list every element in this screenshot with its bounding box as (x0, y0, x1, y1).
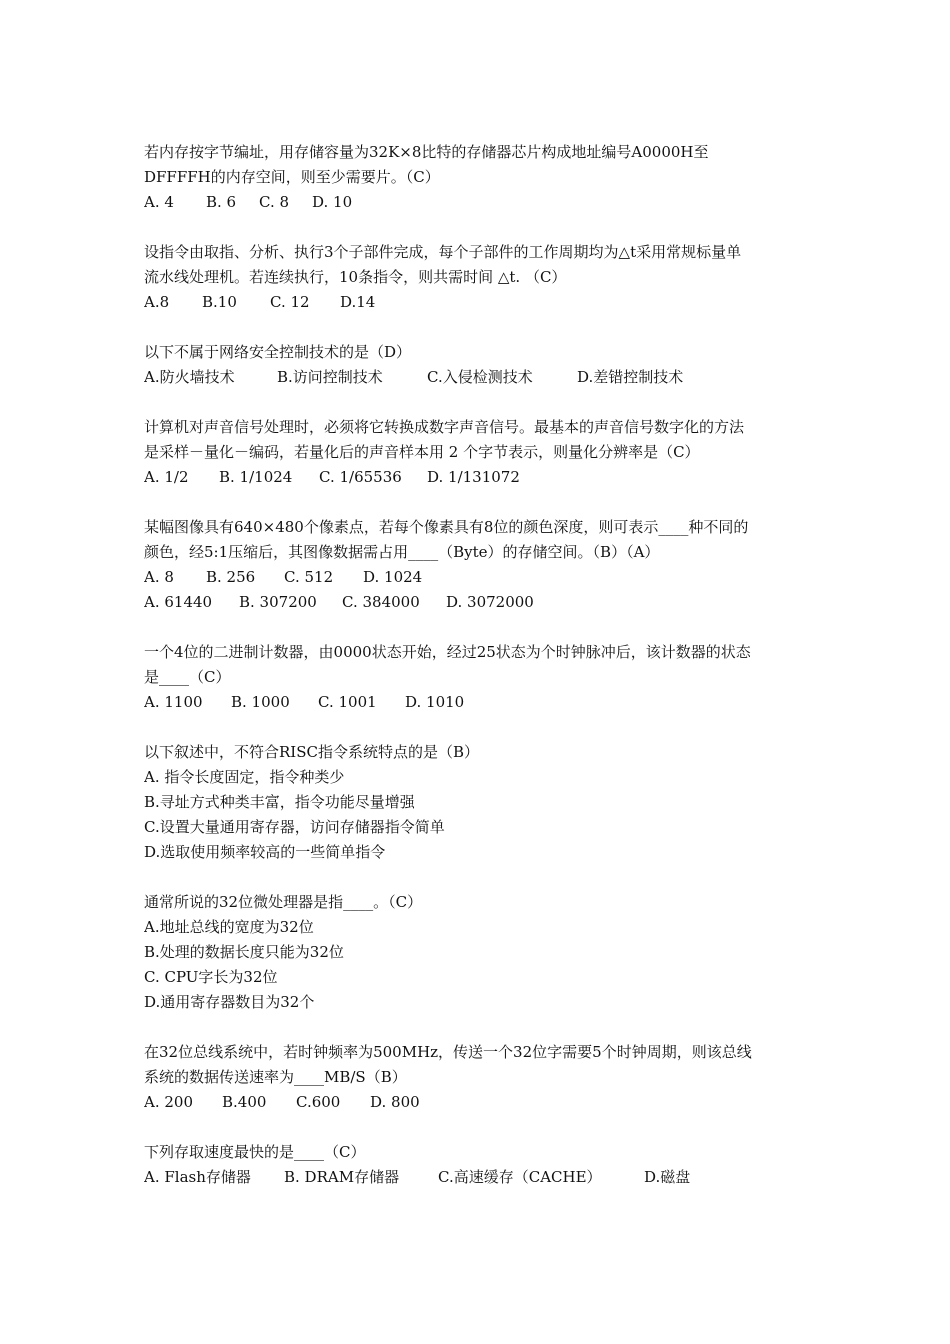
question-6 (144, 640, 814, 715)
option-c: C.高速缓存（CACHE） (438, 1168, 602, 1186)
option-c: C. 384000 (342, 593, 420, 611)
option-c: C.600 (296, 1093, 341, 1111)
question-8 (144, 890, 814, 1015)
option-a: A.8 (144, 293, 170, 311)
option-row (144, 690, 814, 715)
question-5 (144, 515, 814, 615)
question-text-line: 一个4位的二进制计数器，由0000状态开始，经过25状态为个时钟脉冲后，该计数器的状态 (144, 643, 751, 661)
option-c: C. 1/65536 (319, 468, 402, 486)
option-line: C.设置大量通用寄存器，访问存储器指令简单 (144, 818, 445, 836)
option-b: B. 1000 (231, 693, 290, 711)
option-b: B.10 (202, 293, 237, 311)
option-line: A.地址总线的宽度为32位 (144, 918, 314, 936)
option-line: D.选取使用频率较高的一些简单指令 (144, 843, 386, 861)
option-b: B.400 (222, 1093, 267, 1111)
question-text-line: 是采样－量化－编码，若量化后的声音样本用 2 个字节表示，则量化分辨率是（C） (144, 443, 700, 461)
option-c: C. 1001 (318, 693, 377, 711)
option-a: A. 8 (144, 568, 174, 586)
option-line: A. 指令长度固定，指令种类少 (144, 768, 345, 786)
question-text-line: 颜色，经5:1压缩后，其图像数据需占用____（Byte）的存储空间。（B）（A） (144, 543, 660, 561)
question-text-line: 在32位总线系统中，若时钟频率为500MHz，传送一个32位字需要5个时钟周期，则该总线 (144, 1043, 752, 1061)
option-row (144, 290, 814, 315)
option-d: D. 800 (370, 1093, 420, 1111)
option-row (144, 365, 814, 390)
question-text-line: 若内存按字节编址，用存储容量为32K×8比特的存储器芯片构成地址编号A0000H至 (144, 143, 709, 161)
option-b: B. 1/1024 (219, 468, 293, 486)
question-list (144, 140, 814, 1215)
question-text-line: DFFFFH的内存空间，则至少需要片。（C） (144, 168, 440, 186)
option-line: B.处理的数据长度只能为32位 (144, 943, 344, 961)
question-text-line: 设指令由取指、分析、执行3个子部件完成，每个子部件的工作周期均为△t采用常规标量单 (144, 243, 742, 261)
option-b: B. DRAM存储器 (284, 1168, 400, 1186)
option-a: A. 1/2 (144, 468, 189, 486)
option-b: B. 256 (206, 568, 256, 586)
option-d: D.差错控制技术 (577, 368, 684, 386)
option-a: A. 61440 (144, 593, 213, 611)
option-c: C.入侵检测技术 (427, 368, 533, 386)
question-text-line: 计算机对声音信号处理时，必须将它转换成数字声音信号。最基本的声音信号数字化的方法 (144, 418, 745, 436)
option-a: A. 4 (144, 193, 174, 211)
question-text-line: 系统的数据传送速率为____MB/S（B） (144, 1068, 407, 1086)
question-9 (144, 1040, 814, 1115)
option-d: D. 10 (312, 193, 353, 211)
option-row (144, 1165, 814, 1190)
option-d: D.磁盘 (644, 1168, 691, 1186)
question-text-line: 以下叙述中，不符合RISC指令系统特点的是（B） (144, 743, 479, 761)
option-c: C. 512 (284, 568, 334, 586)
option-d: D. 3072000 (446, 593, 534, 611)
question-text-line: 下列存取速度最快的是____（C） (144, 1143, 366, 1161)
question-3 (144, 340, 814, 390)
option-b: B. 6 (206, 193, 237, 211)
question-2 (144, 240, 814, 315)
question-text-line: 是____（C） (144, 668, 231, 686)
option-a: A. 1100 (144, 693, 203, 711)
option-d: D.14 (340, 293, 376, 311)
question-1 (144, 140, 814, 215)
option-line: C. CPU字长为32位 (144, 968, 278, 986)
option-a: A. Flash存储器 (144, 1168, 251, 1186)
question-10 (144, 1140, 814, 1190)
option-b: B. 307200 (239, 593, 317, 611)
question-text-line: 某幅图像具有640×480个像素点，若每个像素具有8位的颜色深度，则可表示____种不同的 (144, 518, 749, 536)
option-row (144, 465, 814, 490)
option-row (144, 1090, 814, 1115)
question-text-line: 通常所说的32位微处理器是指____。（C） (144, 893, 423, 911)
option-line: D.通用寄存器数目为32个 (144, 993, 315, 1011)
option-b: B.访问控制技术 (277, 368, 383, 386)
option-row (144, 590, 814, 615)
option-row (144, 190, 814, 215)
option-a: A.防火墙技术 (144, 368, 235, 386)
question-7 (144, 740, 814, 865)
question-text-line: 以下不属于网络安全控制技术的是（D） (144, 343, 412, 361)
question-text-line: 流水线处理机。若连续执行，10条指令，则共需时间 △t. （C） (144, 268, 567, 286)
option-a: A. 200 (144, 1093, 193, 1111)
option-d: D. 1024 (363, 568, 423, 586)
question-4 (144, 415, 814, 490)
option-c: C. 8 (259, 193, 290, 211)
option-d: D. 1010 (405, 693, 465, 711)
option-d: D. 1/131072 (427, 468, 520, 486)
option-c: C. 12 (270, 293, 310, 311)
option-line: B.寻址方式种类丰富，指令功能尽量增强 (144, 793, 415, 811)
option-row (144, 565, 814, 590)
